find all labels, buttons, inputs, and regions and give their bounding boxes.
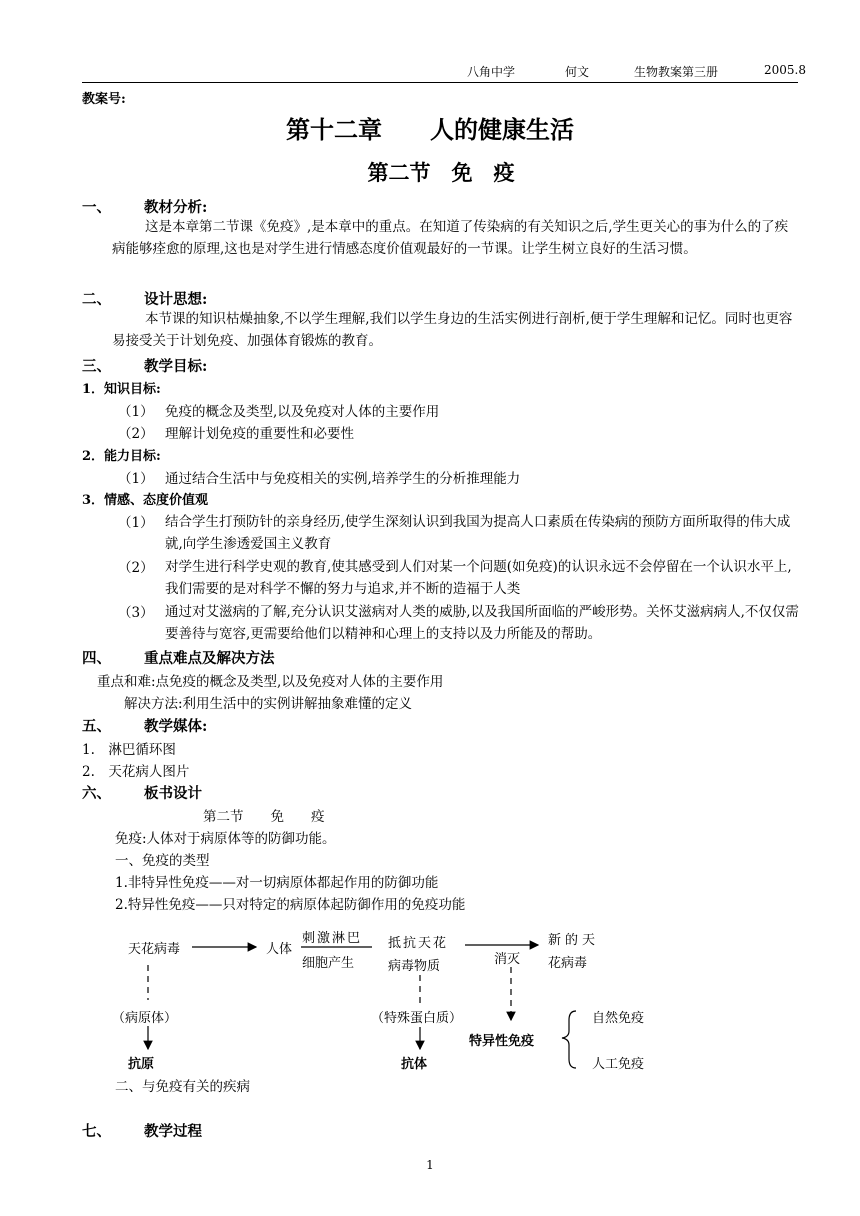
board-type-2: 2.特异性免疫——只对特定的病原体起防御作用的免疫功能	[115, 897, 466, 913]
diagram-artificial-immunity: 人工免疫	[592, 1057, 645, 1072]
goal3-item2-text: 对学生进行科学史观的教育,使其感受到人们对某一个问题(如免疫)的认识永远不会停留在一个认识水平上,我们需要的是对科学不懈的努力与追求,并不断的造福于人类	[165, 559, 792, 597]
diagram-kill: 消灭	[494, 952, 521, 967]
page-number: 1	[426, 1158, 434, 1172]
goal1-label: 1．知识目标:	[82, 382, 161, 397]
goal3-label: 3．情感、态度价值观	[82, 493, 209, 508]
sec3-title: 教学目标:	[144, 358, 208, 375]
goal2-item1-text: 通过结合生活中与免疫相关的实例,培养学生的分析推理能力	[165, 471, 521, 487]
diagram-specific-immunity: 特异性免疫	[469, 1034, 535, 1049]
chapter-title: 第十二章 人的健康生活	[286, 115, 574, 144]
diagram-stimulate-2: 细胞产生	[302, 956, 355, 971]
sec4-line2: 解决方法:利用生活中的实例讲解抽象难懂的定义	[124, 696, 413, 712]
sec1-title: 教材分析:	[144, 199, 208, 216]
media-item-1: 1. 淋巴循环图	[82, 742, 176, 758]
goal2-item1-num: （1）	[118, 471, 154, 487]
diagram-natural-immunity: 自然免疫	[592, 1011, 645, 1026]
goal1-item2-num: （2）	[118, 426, 154, 442]
goal3-item2-num: （2）	[118, 560, 154, 576]
goal1-item1-num: （1）	[118, 404, 154, 420]
sec4-num: 四、	[82, 650, 111, 667]
board-title: 第二节 免 疫	[203, 809, 325, 825]
diagram-resist-1: 抵抗天花	[388, 936, 449, 951]
diagram-virus: 天花病毒	[128, 942, 181, 957]
goal3-item3-text: 通过对艾滋病的了解,充分认识艾滋病对人类的威胁,以及我国所面临的严峻形势。关怀艾滋病病人,不仅仅需要善待与宽容,更需要给他们以精神和心理上的支持以及力所能及的帮助。	[165, 604, 799, 642]
sec6-title: 板书设计	[144, 785, 202, 802]
header-book: 生物教案第三册	[634, 65, 719, 79]
sec6-num: 六、	[82, 785, 111, 802]
board-heading-2: 二、与免疫有关的疾病	[115, 1079, 250, 1095]
sec2-num: 二、	[82, 291, 111, 308]
diagram-pathogen: （病原体）	[112, 1011, 178, 1026]
media-item-2: 2. 天花病人图片	[82, 764, 190, 780]
sec5-title: 教学媒体:	[144, 718, 208, 735]
diagram-new-virus-1: 新的天	[548, 933, 600, 948]
diagram-body: 人体	[266, 942, 293, 957]
diagram-antibody: 抗体	[401, 1057, 428, 1072]
brace	[562, 1011, 576, 1068]
goal3-item3-num: （3）	[118, 605, 154, 621]
header-date: 2005.8	[764, 63, 806, 77]
sec2-title: 设计思想:	[144, 291, 208, 308]
sec7-title: 教学过程	[144, 1123, 202, 1140]
diagram-new-virus-2: 花病毒	[548, 956, 588, 971]
goal1-item1-text: 免疫的概念及类型,以及免疫对人体的主要作用	[165, 404, 440, 420]
board-type-1: 1.非特异性免疫——对一切病原体都起作用的防御功能	[115, 875, 439, 891]
sec5-num: 五、	[82, 718, 111, 735]
goal2-label: 2．能力目标:	[82, 449, 161, 464]
goal1-item2-text: 理解计划免疫的重要性和必要性	[165, 426, 354, 442]
sec4-line1: 重点和难:点免疫的概念及类型,以及免疫对人体的主要作用	[97, 674, 444, 690]
section-title: 第二节 免 疫	[367, 160, 515, 185]
sec7-num: 七、	[82, 1123, 111, 1140]
sec4-title: 重点难点及解决方法	[144, 650, 275, 667]
diagram-stimulate-1: 刺激淋巴	[302, 931, 363, 946]
header-school: 八角中学	[467, 65, 516, 79]
diagram-antigen: 抗原	[128, 1057, 155, 1072]
board-definition: 免疫:人体对于病原体等的防御功能。	[115, 831, 336, 847]
goal3-item1-num: （1）	[118, 515, 154, 531]
sec1-num: 一、	[82, 199, 111, 216]
sec2-text: 本节课的知识枯燥抽象,不以学生理解,我们以学生身边的生活实例进行剖析,便于学生理解和记忆。同时也更容易接受关于计划免疫、加强体育锻炼的教育。	[112, 311, 793, 349]
lesson-no-label: 教案号:	[82, 92, 126, 107]
diagram-resist-2: 病毒物质	[388, 959, 441, 974]
header-author: 何文	[565, 65, 590, 79]
sec1-text: 这是本章第二节课《免疫》,是本章中的重点。在知道了传染病的有关知识之后,学生更关心的事为什么的了疾病能够痊愈的原理,这也是对学生进行情感态度价值观最好的一节课。让学生树立良好的生活习惯。	[112, 219, 789, 257]
goal3-item1-text: 结合学生打预防针的亲身经历,使学生深刻认识到我国为提高人口素质在传染病的预防方面所取得的伟大成就,向学生渗透爱国主义教育	[165, 514, 791, 552]
sec3-num: 三、	[82, 358, 111, 375]
diagram-protein: （特殊蛋白质）	[371, 1011, 463, 1026]
board-heading-1: 一、免疫的类型	[115, 853, 210, 869]
